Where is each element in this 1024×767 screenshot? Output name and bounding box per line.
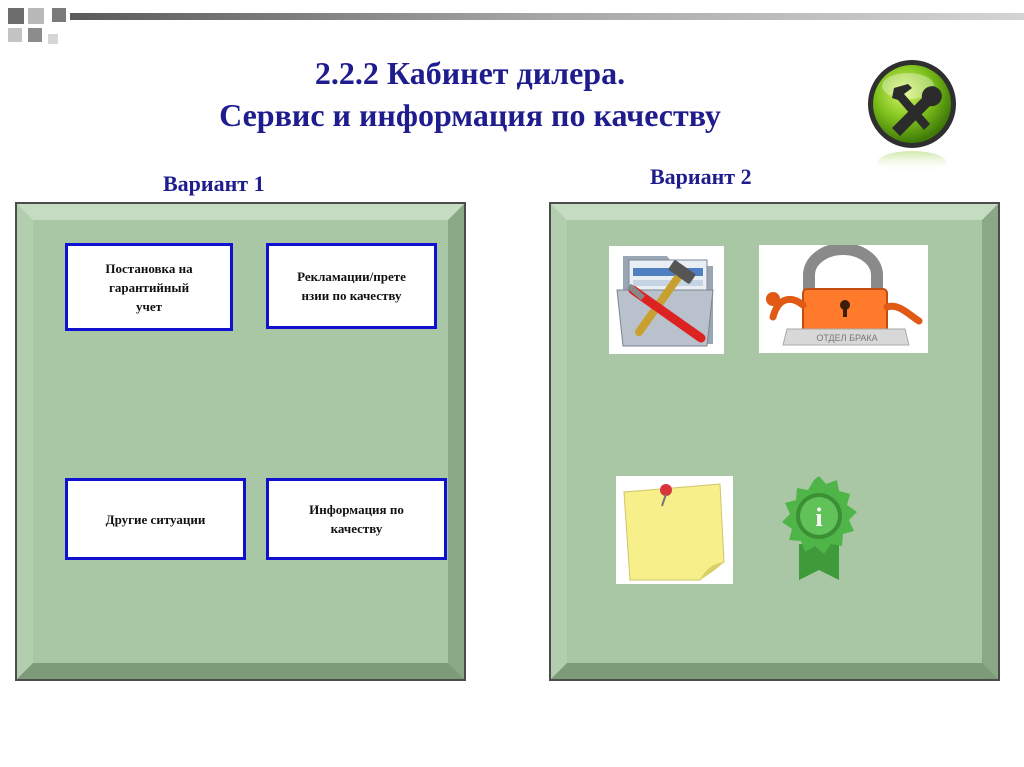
decor-square bbox=[8, 8, 24, 24]
info-glyph: i bbox=[815, 503, 823, 532]
warranty-registration-button[interactable] bbox=[65, 243, 233, 331]
info-badge-icon bbox=[775, 474, 863, 584]
header-rule bbox=[70, 13, 1024, 20]
decor-square bbox=[28, 28, 42, 42]
service-tools-icon bbox=[864, 58, 960, 178]
decor-square bbox=[52, 8, 66, 22]
card-text-line: нзии по качеству bbox=[301, 288, 402, 303]
notes-tile[interactable] bbox=[616, 476, 733, 584]
variant2-label: Вариант 2 bbox=[650, 164, 752, 189]
quality-department-tile[interactable] bbox=[759, 245, 928, 353]
decor-square bbox=[48, 34, 58, 44]
tools-folder-icon bbox=[609, 246, 724, 354]
decor-square bbox=[28, 8, 44, 24]
card-text-line: качеству bbox=[330, 521, 383, 536]
padlock-quality-department-icon bbox=[759, 245, 928, 353]
card-text-line: гарантийный bbox=[108, 279, 190, 295]
page-title-line2: Сервис и информация по качеству bbox=[219, 97, 721, 133]
card-text-line: учет bbox=[136, 298, 162, 314]
card-text-line: Другие ситуации bbox=[105, 511, 206, 527]
other-situations-button[interactable] bbox=[65, 478, 246, 560]
page-title-line1: 2.2.2 Кабинет дилера. bbox=[314, 55, 626, 91]
card-text-line: Постановка на bbox=[105, 260, 193, 276]
card-text-line: Информация по bbox=[309, 502, 404, 517]
page-title bbox=[140, 52, 800, 136]
claims-button[interactable] bbox=[266, 243, 437, 329]
sticky-note-icon bbox=[616, 476, 733, 584]
decor-square bbox=[8, 28, 22, 42]
variant1-label: Вариант 1 bbox=[163, 171, 265, 196]
quality-info-button[interactable] bbox=[266, 478, 447, 560]
quality-department-text: ОТДЕЛ БРАКА bbox=[816, 333, 878, 343]
card-text-line: Рекламации/прете bbox=[297, 269, 406, 284]
info-tile[interactable] bbox=[775, 474, 863, 584]
warranty-tile[interactable] bbox=[609, 246, 724, 354]
